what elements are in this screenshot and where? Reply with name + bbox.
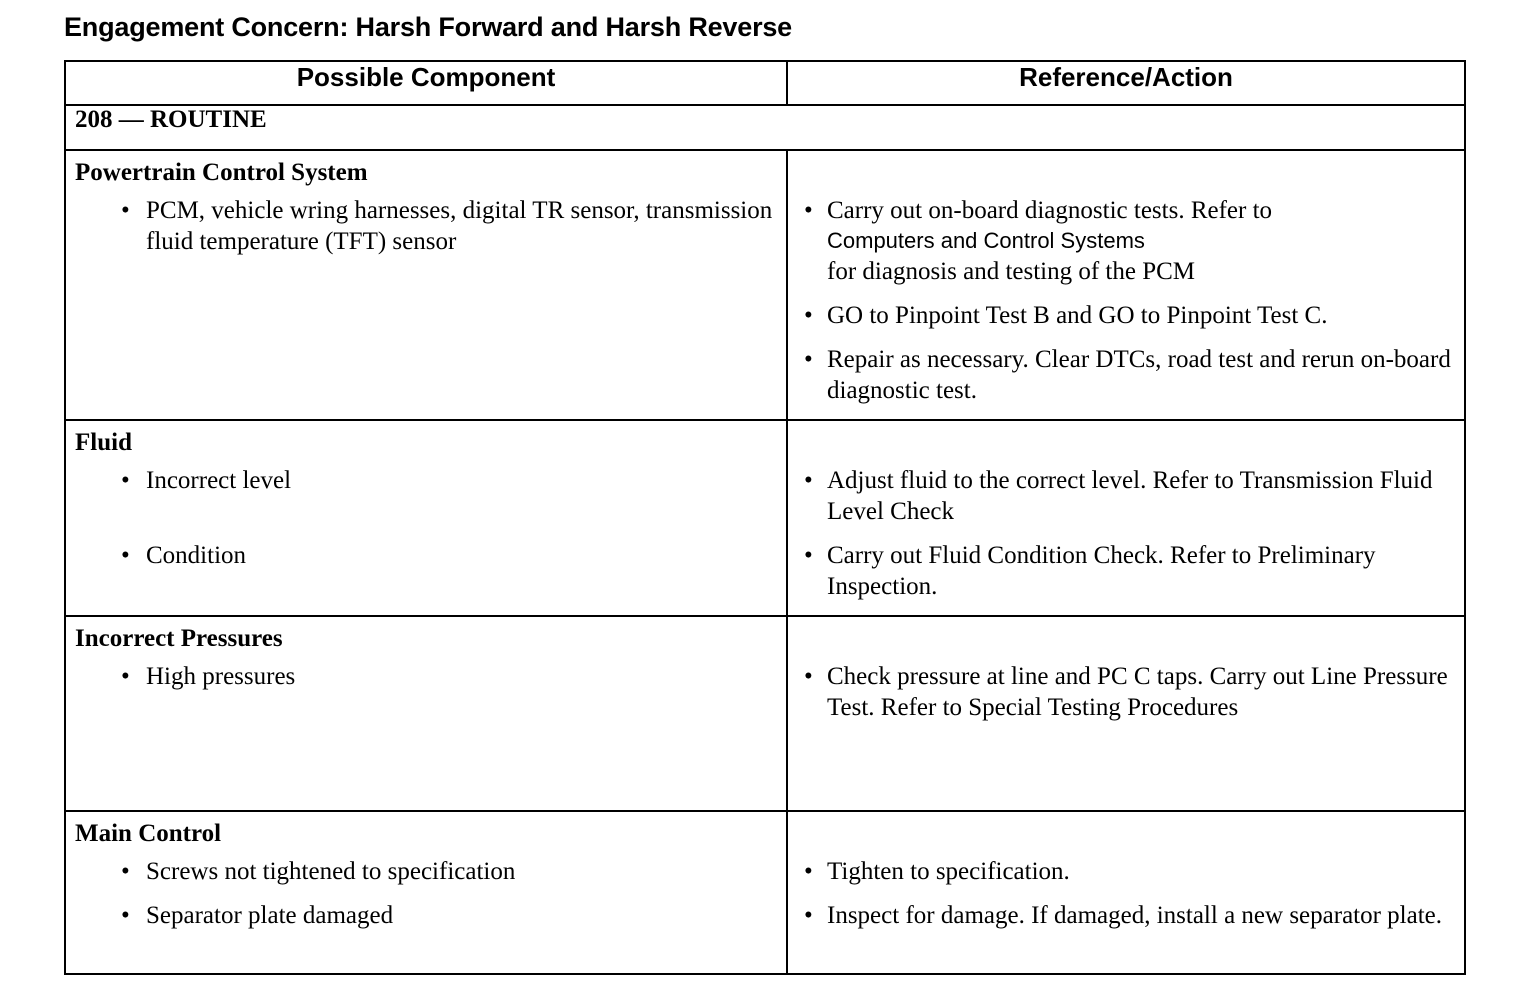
component-item <box>75 195 776 257</box>
component-text: Condition <box>146 542 247 569</box>
diagnosis-table <box>64 60 1466 975</box>
bullet: • <box>804 346 813 373</box>
group-name: Main Control <box>75 820 222 847</box>
action-text: Carry out on-board diagnostic tests. Refer to <box>827 197 1273 224</box>
action-item <box>802 661 1454 723</box>
action-text: Check pressure at line and PC C taps. Carry out Line Pressure Test. Refer to Special Testing Procedures <box>827 663 1448 721</box>
reference-link[interactable]: Computers and Control Systems <box>827 228 1145 253</box>
table-row <box>65 811 1465 974</box>
action-item <box>802 900 1454 931</box>
component-text: Screws not tightened to specification <box>146 858 516 885</box>
component-item <box>75 661 776 692</box>
component-item <box>75 900 776 931</box>
component-cell <box>65 811 787 974</box>
bullet: • <box>121 858 130 885</box>
action-item <box>802 300 1454 331</box>
table-row <box>65 616 1465 811</box>
bullet: • <box>121 663 130 690</box>
action-item <box>802 344 1454 406</box>
action-item <box>802 465 1454 527</box>
component-text: Incorrect level <box>146 467 292 494</box>
bullet: • <box>121 542 130 569</box>
bullet: • <box>121 902 130 929</box>
action-cell <box>787 811 1465 974</box>
component-text: Separator plate damaged <box>146 902 394 929</box>
component-text: PCM, vehicle wring harnesses, digital TR sensor, transmission fluid temperature (TFT) sensor <box>146 197 773 255</box>
table-row <box>65 420 1465 616</box>
header-possible-component: Possible Component <box>65 61 787 105</box>
action-text-continued: for diagnosis and testing of the PCM <box>827 258 1196 285</box>
table-row <box>65 150 1465 420</box>
page-title: Engagement Concern: Harsh Forward and Harsh Reverse <box>64 12 793 42</box>
action-cell <box>787 616 1465 811</box>
section-row <box>65 105 1465 150</box>
bullet: • <box>804 467 813 494</box>
action-text: Carry out Fluid Condition Check. Refer to Preliminary Inspection. <box>827 542 1376 600</box>
header-reference-action: Reference/Action <box>787 61 1465 105</box>
group-name: Fluid <box>75 429 132 456</box>
bullet: • <box>121 197 130 224</box>
component-item <box>75 856 776 887</box>
group-name: Powertrain Control System <box>75 159 368 186</box>
action-item <box>802 856 1454 887</box>
component-item <box>75 540 776 571</box>
bullet: • <box>804 302 813 329</box>
table-header-row <box>65 61 1465 105</box>
action-item <box>802 195 1454 287</box>
component-item <box>75 465 776 496</box>
action-cell <box>787 150 1465 420</box>
action-text: GO to Pinpoint Test B and GO to Pinpoint Test C. <box>827 302 1328 329</box>
component-cell <box>65 150 787 420</box>
bullet: • <box>804 902 813 929</box>
section-label: 208 — ROUTINE <box>65 105 1465 150</box>
action-text: Inspect for damage. If damaged, install a new separator plate. <box>827 902 1443 929</box>
action-text: Repair as necessary. Clear DTCs, road test and rerun on-board diagnostic test. <box>827 346 1451 404</box>
bullet: • <box>804 858 813 885</box>
action-text: Tighten to specification. <box>827 858 1070 885</box>
action-cell <box>787 420 1465 616</box>
component-cell <box>65 616 787 811</box>
bullet: • <box>804 542 813 569</box>
action-text: Adjust fluid to the correct level. Refer to Transmission Fluid Level Check <box>827 467 1433 525</box>
component-text: High pressures <box>146 663 296 690</box>
bullet: • <box>804 663 813 690</box>
action-item <box>802 540 1454 602</box>
bullet: • <box>804 197 813 224</box>
group-name: Incorrect Pressures <box>75 625 283 652</box>
bullet: • <box>121 467 130 494</box>
component-cell <box>65 420 787 616</box>
